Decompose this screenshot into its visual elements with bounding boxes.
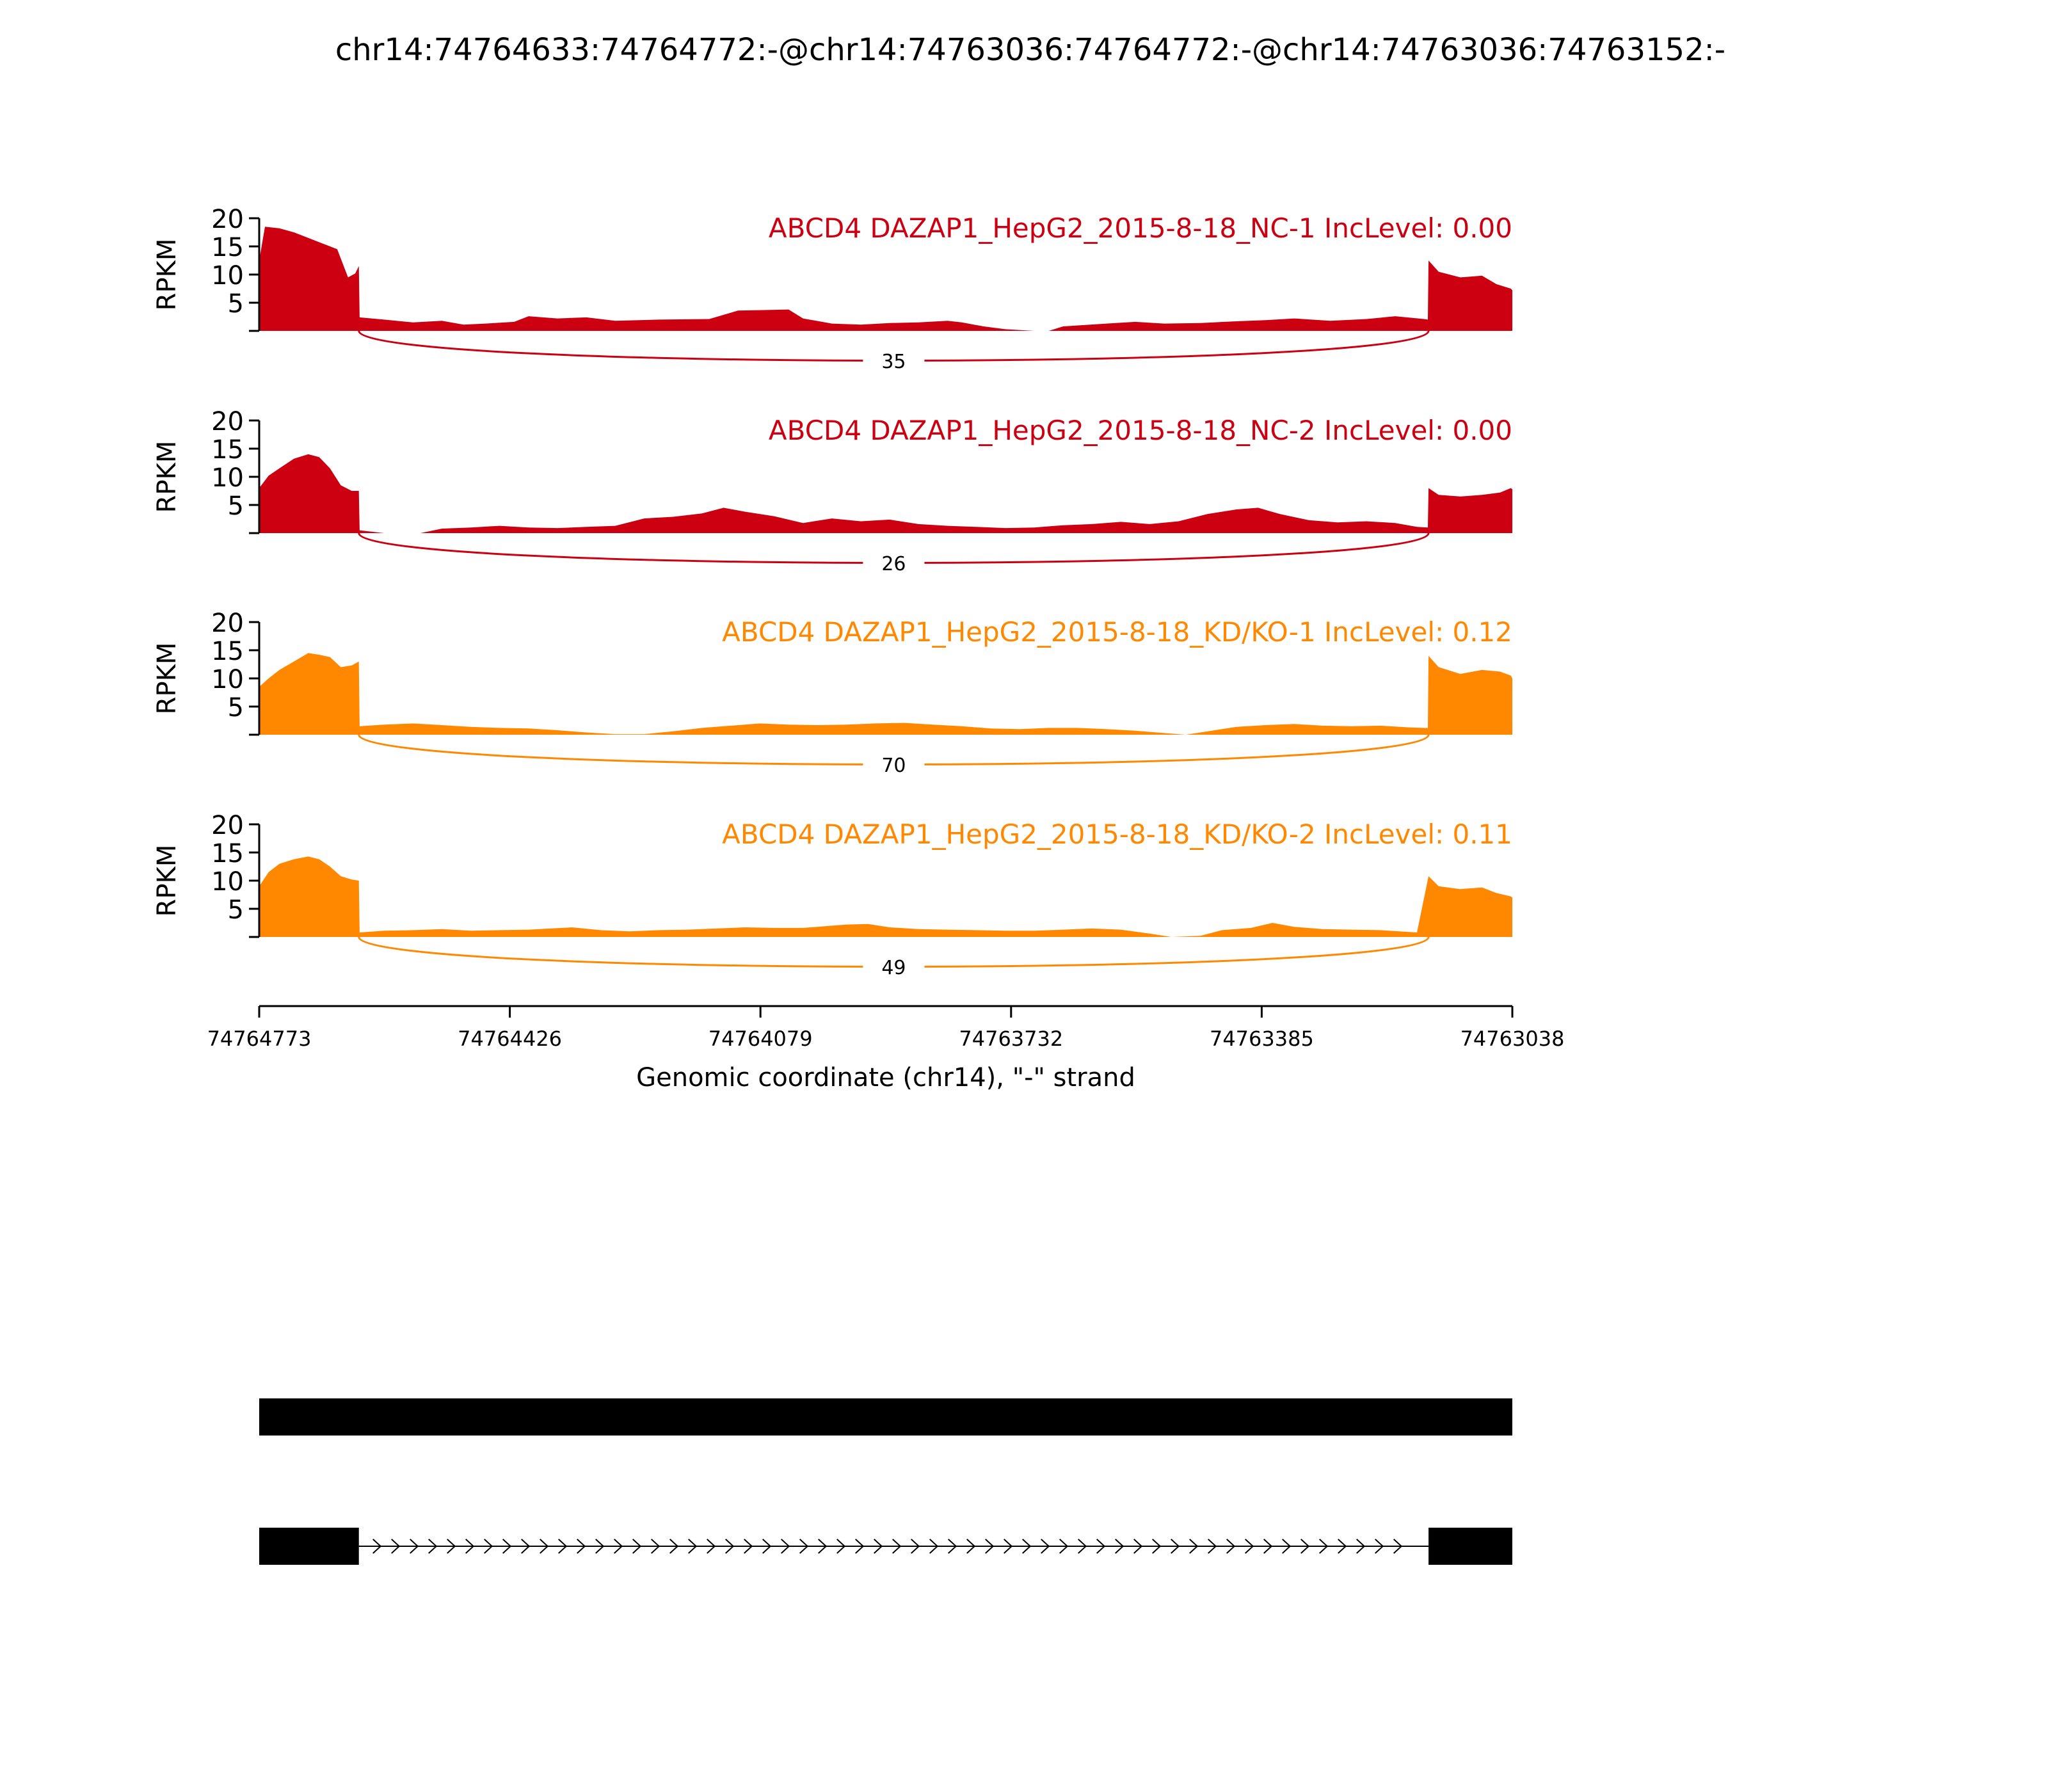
y-tick-label: 10 [211, 261, 244, 291]
junction-count: 35 [881, 351, 906, 373]
x-axis-label: Genomic coordinate (chr14), "-" strand [636, 1063, 1135, 1092]
y-tick-label: 10 [211, 463, 244, 493]
x-tick-label: 74764773 [207, 1027, 312, 1051]
y-tick-label: 10 [211, 665, 244, 694]
y-tick-label: 20 [211, 811, 244, 840]
x-tick-label: 74763385 [1209, 1027, 1314, 1051]
y-tick-label: 5 [227, 492, 244, 521]
junction-count: 70 [881, 755, 906, 777]
y-tick-label: 15 [211, 839, 244, 868]
y-tick-label: 5 [227, 895, 244, 925]
y-tick-label: 10 [211, 867, 244, 897]
y-axis-label: RPKM [152, 642, 182, 715]
y-tick-label: 5 [227, 693, 244, 723]
y-tick-label: 20 [211, 407, 244, 436]
y-axis-label: RPKM [152, 238, 182, 311]
y-axis-label: RPKM [152, 440, 182, 513]
isoform-track [259, 1398, 1512, 1436]
sample-label: ABCD4 DAZAP1_HepG2_2015-8-18_KD/KO-1 IncLevel: 0.12 [722, 616, 1512, 648]
x-tick-label: 74764426 [458, 1027, 563, 1051]
exon-block [1428, 1528, 1512, 1565]
x-tick-label: 74763732 [959, 1027, 1064, 1051]
y-tick-label: 20 [211, 205, 244, 234]
chart-title: chr14:74764633:74764772:-@chr14:74763036:74764772:-@chr14:74763036:74763152:- [335, 32, 1726, 68]
y-tick-label: 20 [211, 609, 244, 638]
junction-count: 26 [881, 553, 906, 575]
y-tick-label: 15 [211, 435, 244, 465]
y-tick-label: 15 [211, 637, 244, 666]
junction-count: 49 [881, 957, 906, 979]
exon-block [259, 1528, 359, 1565]
x-tick-label: 74764079 [708, 1027, 813, 1051]
sample-label: ABCD4 DAZAP1_HepG2_2015-8-18_NC-2 IncLevel: 0.00 [768, 415, 1512, 446]
x-tick-label: 74763038 [1460, 1027, 1565, 1051]
y-tick-label: 15 [211, 233, 244, 262]
y-axis-label: RPKM [152, 844, 182, 917]
exon-block [259, 1398, 1512, 1436]
y-tick-label: 5 [227, 289, 244, 319]
sample-label: ABCD4 DAZAP1_HepG2_2015-8-18_KD/KO-2 IncLevel: 0.11 [722, 819, 1512, 850]
sample-label: ABCD4 DAZAP1_HepG2_2015-8-18_NC-1 IncLevel: 0.00 [768, 212, 1512, 244]
